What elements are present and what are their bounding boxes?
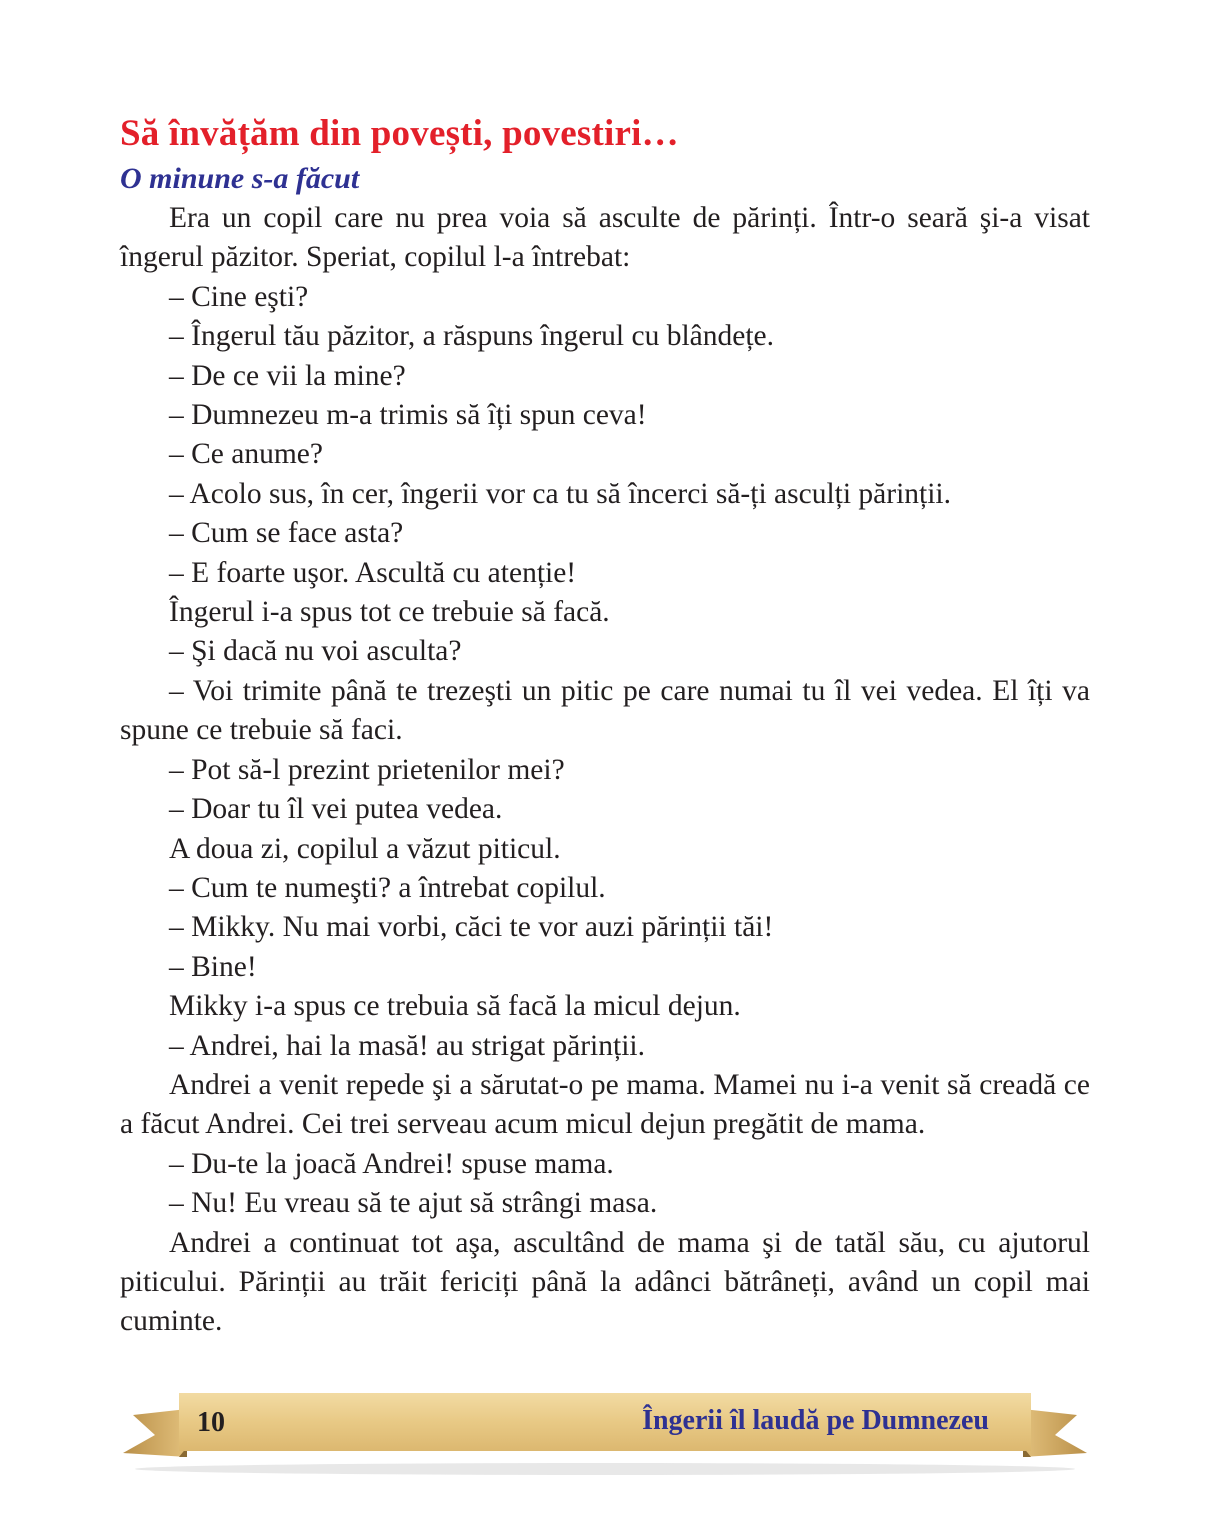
- footer-ribbon: [115, 1385, 1095, 1480]
- dialogue-line: – Andrei, hai la masă! au strigat părinții.: [169, 1029, 645, 1062]
- narration-line: Îngerul i-a spus tot ce trebuie să facă.: [169, 596, 610, 629]
- dialogue-line: – Nu! Eu vreau să te ajut să strângi masa.: [169, 1187, 658, 1220]
- story-text: [120, 199, 1090, 1342]
- dialogue-line: – Mikky. Nu mai vorbi, căci te vor auzi părinții tăi!: [169, 911, 774, 944]
- dialogue-line: – Du-te la joacă Andrei! spuse mama.: [169, 1147, 614, 1180]
- paragraph: Andrei a venit repede şi a sărutat-o pe mama. Mamei nu i-a venit să creadă ce a făcut Andrei. Cei trei serveau acum micul dejun pregătit de mama.: [120, 1068, 1090, 1141]
- dialogue-line: – Pot să-l prezint prietenilor mei?: [169, 753, 565, 786]
- dialogue-line: – Cine eşti?: [169, 280, 309, 313]
- dialogue-line: – Bine!: [169, 950, 257, 983]
- dialogue-line: – Ce anume?: [169, 438, 323, 471]
- dialogue-line: – Şi dacă nu voi asculta?: [169, 635, 462, 668]
- dialogue-line: – Îngerul tău păzitor, a răspuns îngerul cu blândețe.: [169, 320, 774, 353]
- dialogue-line: – Cum se face asta?: [169, 517, 404, 550]
- narration-line: Mikky i-a spus ce trebuia să facă la micul dejun.: [169, 990, 741, 1023]
- paragraph: Andrei a continuat tot aşa, ascultând de mama şi de tatăl său, cu ajutorul piticului. Părinții au trăit fericiți până la adânci bătrâneți, având un copil mai cuminte.: [120, 1226, 1090, 1338]
- dialogue-line: – Cum te numeşti? a întrebat copilul.: [169, 871, 606, 904]
- section-heading: Să învățăm din povești, povestiri…: [120, 113, 679, 154]
- dialogue-line: – Dumnezeu m-a trimis să îți spun ceva!: [169, 399, 647, 432]
- paragraph: Era un copil care nu prea voia să asculte de părinți. Într-o seară şi-a visat îngerul păzitor. Speriat, copilul l-a întrebat:: [120, 202, 1090, 274]
- running-title: Îngerii îl laudă pe Dumnezeu: [642, 1405, 989, 1436]
- dialogue-line: – Voi trimite până te trezeşti un pitic pe care numai tu îl vei vedea. El îți va spune ce trebuie să faci.: [120, 674, 1090, 747]
- narration-line: A doua zi, copilul a văzut piticul.: [169, 832, 561, 865]
- dialogue-line: – Acolo sus, în cer, îngerii vor ca tu să încerci să-ți asculți părinții.: [169, 477, 951, 510]
- dialogue-line: – Doar tu îl vei putea vedea.: [169, 793, 503, 826]
- story-title: O minune s-a făcut: [120, 162, 360, 195]
- dialogue-line: – De ce vii la mine?: [169, 359, 406, 392]
- dialogue-line: – E foarte uşor. Ascultă cu atenție!: [169, 556, 577, 589]
- page-number: 10: [197, 1407, 225, 1438]
